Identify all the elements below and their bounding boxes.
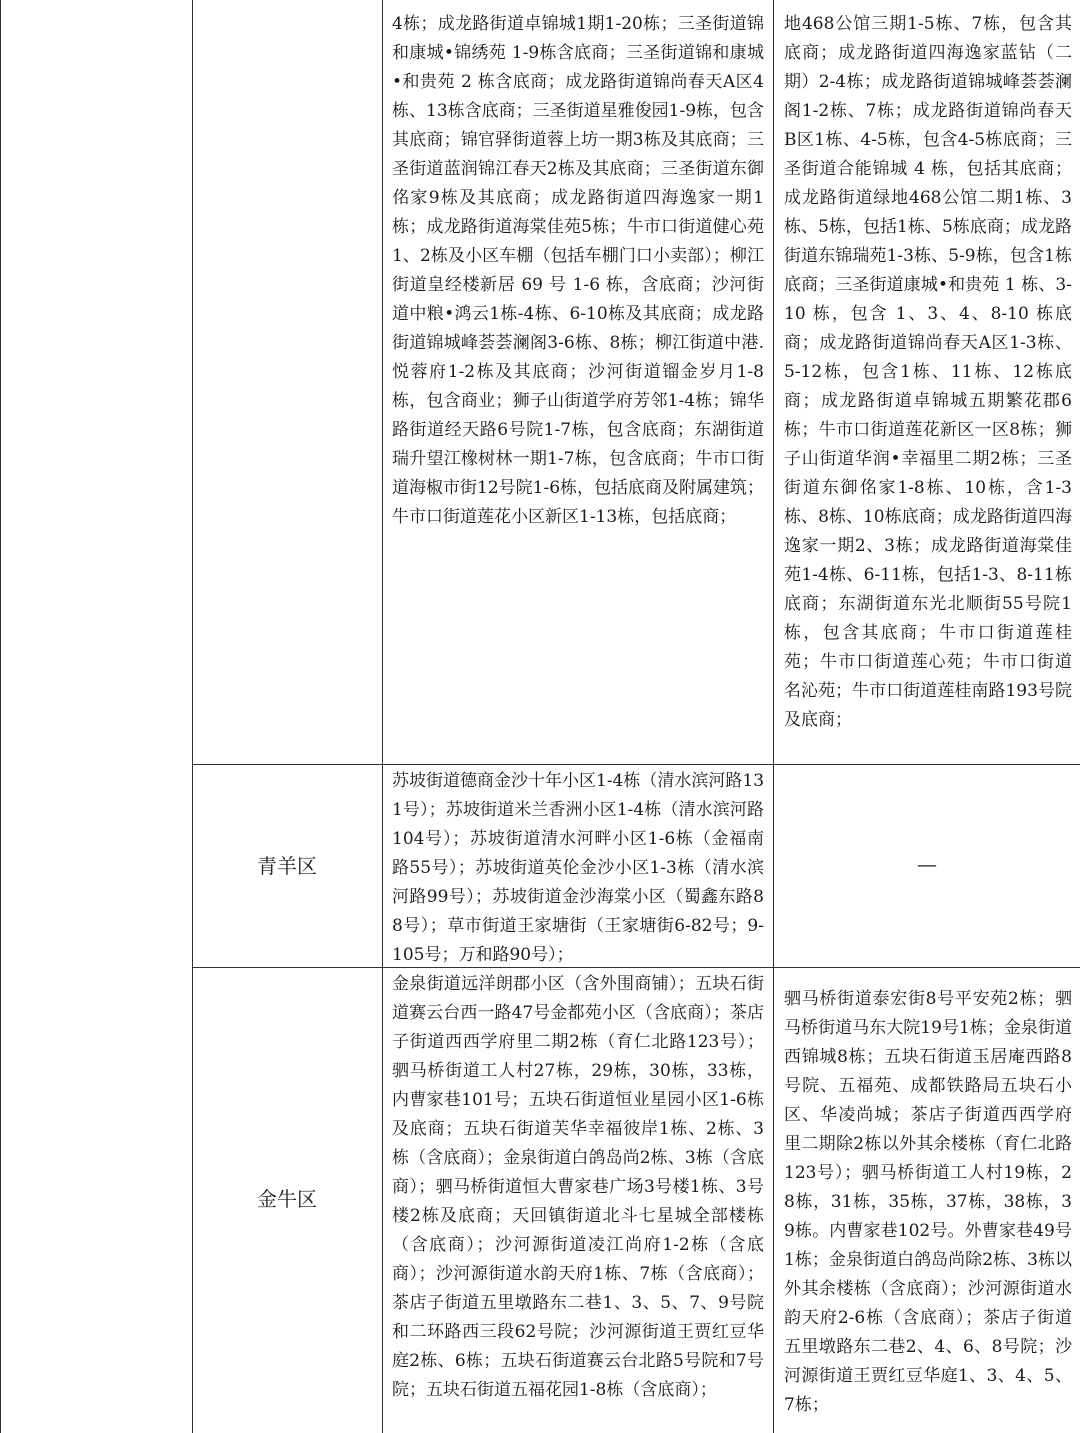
empty-cell-dash: —	[917, 852, 937, 876]
district-name: 金牛区	[257, 1187, 317, 1211]
table-divider-col3	[773, 0, 774, 1433]
row-divider-1	[192, 764, 1080, 765]
table-border-left	[0, 0, 1, 1433]
table-cell-row1-col4: 地468公馆三期1-5栋、7栋，包含其底商；成龙路街道四海逸家蓝钻（二期）2-4栋；成龙路街道锦城峰荟荟澜阁1-2栋、7栋；成龙路街道锦尚春天B区1栋、4-5栋，包含4-5栋底商；三圣街道合能锦城 4 栋，包括其底商；成龙路街道绿地468公馆二期1栋、3栋、5栋，包括1栋、5栋底商；成龙路街道东锦瑞苑1-3栋、5-9栋，包含1栋底商；三圣街道康城•和贵苑 1 栋、3-10 栋，包含 1、3、4、8-10 栋底商；成龙路街道锦尚春天A区1-3栋、5-12栋，包含1栋、11栋、12栋底商；成龙路街道卓锦城五期繁花郡6栋；牛市口街道莲花新区一区8栋；狮子山街道华润•幸福里二期2栋；三圣街道东御佲家1-8栋、10栋，含1-3栋、8栋、10栋底商；成龙路街道四海逸家一期2、3栋；成龙路街道海棠佳苑1-4栋、6-11栋，包括1-3、8-11栋底商；东湖街道东光北顺街55号院1栋，包含其底商；牛市口街道莲桂苑；牛市口街道莲心苑；牛市口街道名沁苑；牛市口街道莲桂南路193号院及底商；	[784, 14, 1072, 730]
table-divider-col1	[192, 0, 193, 1433]
table-cell-row3-col4: 驷马桥街道泰宏街8号平安苑2栋；驷马桥街道马东大院19号1栋；金泉街道西锦城8栋；五块石街道玉居庵西路8号院、五福苑、成都铁路局五块石小区、华凌尚城；茶店子街道西西学府里二期除2栋以外其余楼栋（育仁北路123号）；驷马桥街道工人村19栋，28栋，31栋，35栋，37栋，38栋，39栋。内曹家巷102号。外曹家巷49号1栋；金泉街道白鸽岛尚除2栋、3栋以外其余楼栋（含底商）；沙河源街道水韵天府2-6栋（含底商）；茶店子街道五里墩路东二巷2、4、6、8号院；沙河源街道王贾红豆华庭1、3、4、5、7栋；	[784, 989, 1072, 1415]
table-cell-row3-col3: 金泉街道远洋朗郡小区（含外围商铺）；五块石街道赛云台西一路47号金都苑小区（含底商）；茶店子街道西西学府里二期2栋（育仁北路123号）；驷马桥街道工人村27栋，29栋，30栋，33栋，内曹家巷101号；五块石街道恒业星园小区1-6栋及底商；五块石街道芙华幸福彼岸1栋、2栋、3栋（含底商）；金泉街道白鸽岛尚2栋、3栋（含底商）；驷马桥街道恒大曹家巷广场3号楼1栋、3号楼2栋及底商；天回镇街道北斗七星城全部楼栋（含底商）；沙河源街道凌江尚府1-2栋（含底商）；沙河源街道水韵天府1栋、7栋（含底商）；茶店子街道五里墩路东二巷1、3、5、7、9号院和二环路西三段62号院；沙河源街道王贾红豆华庭2栋、6栋；五块石街道赛云台北路5号院和7号院；五块石街道五福花园1-8栋（含底商）；	[392, 974, 764, 1400]
table-divider-col2	[382, 0, 383, 1433]
district-name: 青羊区	[257, 854, 317, 878]
table-cell-row1-col3: 4栋；成龙路街道卓锦城1期1-20栋；三圣街道锦和康城•锦绣苑 1-9栋含底商；三圣街道锦和康城•和贵苑 2 栋含底商；成龙路街道锦尚春天A区4栋、13栋含底商；三圣街道星雅俊园1-9栋，包含其底商；锦官驿街道蓉上坊一期3栋及其底商；三圣街道蓝润锦江春天2栋及其底商；三圣街道东御佲家9栋及其底商；成龙路街道四海逸家一期1栋；成龙路街道海棠佳苑5栋；牛市口街道健心苑1、2栋及小区车棚（包括车棚门口小卖部）；柳江街道皇经楼新居 69 号 1-6 栋，含底商；沙河街道中粮•鸿云1栋-4栋、6-10栋及其底商；成龙路街道锦城峰荟荟澜阁3-6栋、8栋；柳江街道中港.悦蓉府1-2栋及其底商；沙河街道镏金岁月1-8栋，包含商业；狮子山街道学府芳邻1-4栋；锦华路街道经天路6号院1-7栋，包含底商；东湖街道瑞升望江橡树林一期1-7栋，包含底商；牛市口街道海椒市街12号院1-6栋，包括底商及附属建筑；牛市口街道莲花小区新区1-13栋，包括底商；	[392, 14, 765, 527]
table-cell-row2-col3: 苏坡街道德商金沙十年小区1-4栋（清水滨河路131号）；苏坡街道米兰香洲小区1-4栋（清水滨河路104号）；苏坡街道清水河畔小区1-6栋（金福南路55号）；苏坡街道英伦金沙小区1-3栋（清水滨河路99号）；苏坡街道金沙海棠小区（蜀鑫东路88号）；草市街道王家塘街（王家塘街6-82号；9-105号；万和路90号）；	[392, 771, 765, 965]
